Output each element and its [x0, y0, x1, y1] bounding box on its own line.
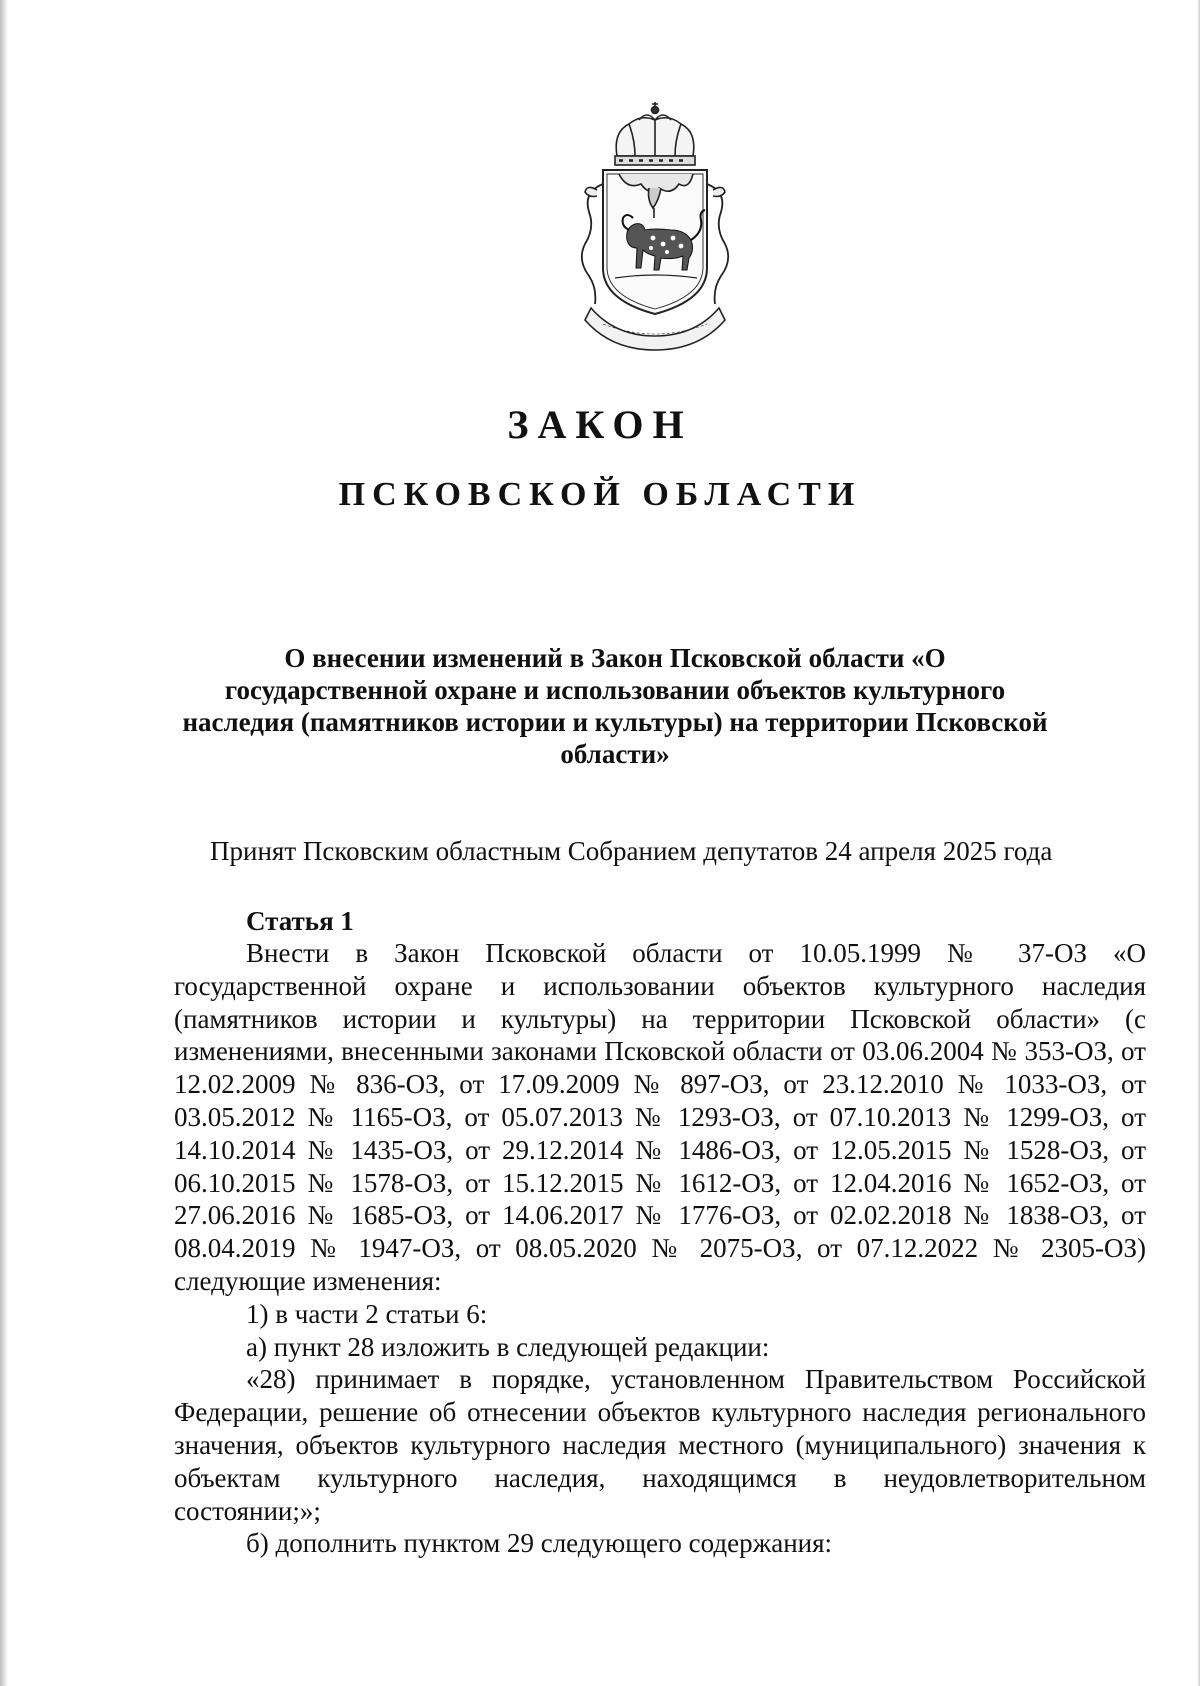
item-1a: а) пункт 28 изложить в следующей редакции:: [246, 1331, 770, 1362]
item-28-text: «28) принимает в порядке, установленном Правительством Российской Федерации, решение об отнесении объектов культурного наследия регионального значения, объектов культурного наследия местного (муниципального) значения к объектам культурного наследия, находящимся в неудовлетворительном состоянии;»;: [174, 1364, 1146, 1526]
law-title: ЗАКОН: [507, 402, 693, 447]
article-1-body: [174, 937, 1146, 1560]
law-region: ПСКОВСКОЙ ОБЛАСТИ: [338, 476, 862, 513]
scan-edge-left: [0, 0, 8, 1686]
adoption-line: Принят Псковским областным Собранием депутатов 24 апреля 2025 года: [210, 836, 1053, 866]
item-1: 1) в части 2 статьи 6:: [246, 1298, 488, 1329]
article-1-intro: Внести в Закон Псковской области от 10.05.1999 № 37-ОЗ «О государственной охране и использовании объектов культурного наследия (памятников истории и культуры) на территории Псковской области» (с изменениями, внесенными законами Псковской области от 03.06.2004 № 353-ОЗ, от 12.02.2009 № 836-ОЗ, от 17.09.2009 № 897-ОЗ, от 23.12.2010 № 1033-ОЗ, от 03.05.2012 № 1165-ОЗ, от 05.07.2013 № 1293-ОЗ, от 07.10.2013 № 1299-ОЗ, от 14.10.2014 № 1435-ОЗ, от 29.12.2014 № 1486-ОЗ, от 12.05.2015 № 1528-ОЗ, от 06.10.2015 № 1578-ОЗ, от 15.12.2015 № 1612-ОЗ, от 12.04.2016 № 1652-ОЗ, от 27.06.2016 № 1685-ОЗ, от 14.06.2017 № 1776-ОЗ, от 02.02.2018 № 1838-ОЗ, от 08.04.2019 № 1947-ОЗ, от 08.05.2020 № 2075-ОЗ, от 07.12.2022 № 2305-ОЗ) следующие изменения:: [174, 938, 1146, 1296]
article-1-heading: Статья 1: [246, 906, 354, 936]
coat-of-arms-icon: [555, 100, 755, 352]
document-heading: О внесении изменений в Закон Псковской области «О государственной охране и использовании объектов культурного наследия (памятников истории и культуры) на территории Псковской области»: [182, 643, 1048, 769]
item-1b: б) дополнить пунктом 29 следующего содержания:: [246, 1528, 833, 1559]
